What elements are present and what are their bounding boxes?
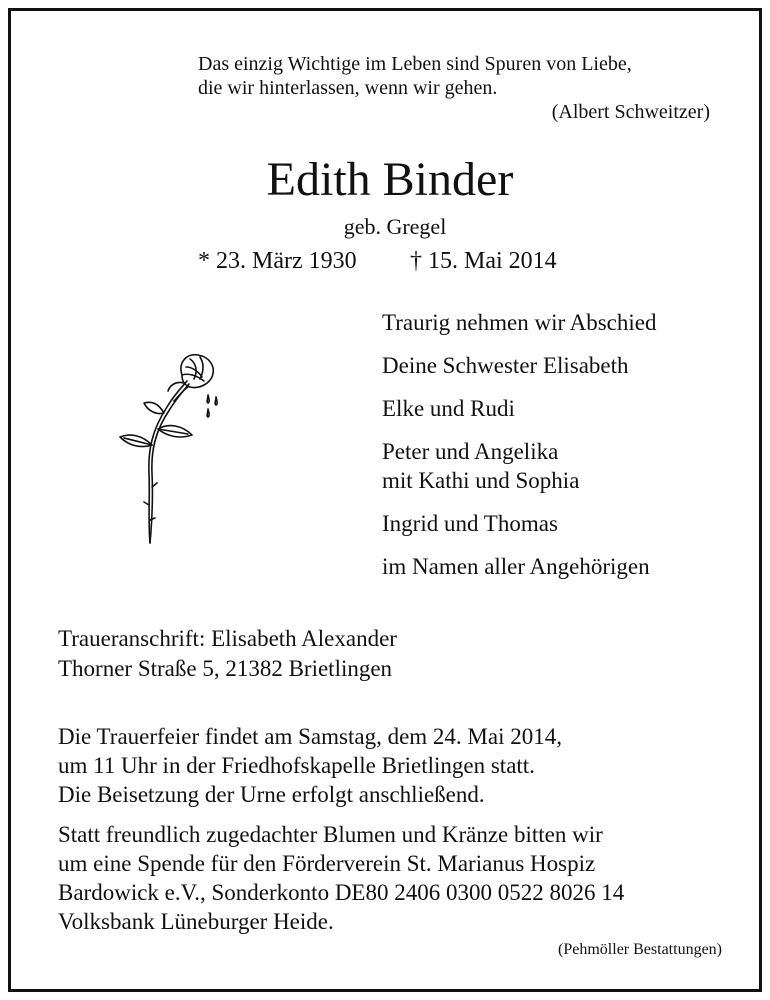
death-date: † 15. Mai 2014 [410, 248, 557, 274]
mourner-entry: Ingrid und Thomas [382, 511, 558, 536]
mourners-intro: Traurig nehmen wir Abschied [382, 310, 657, 335]
deceased-name: Edith Binder [266, 153, 514, 206]
mourner-entry: im Namen aller Angehörigen [382, 554, 650, 579]
birth-date: * 23. März 1930 [198, 248, 357, 274]
donation-line: um eine Spende für den Förderverein St. Marianus Hospiz [58, 851, 596, 876]
donation-line: Volksbank Lüneburger Heide. [58, 909, 334, 934]
donation-info [58, 820, 748, 936]
undertaker-credit: (Pehmöller Bestattungen) [558, 941, 722, 958]
mourners-block [382, 308, 742, 581]
mourning-address [58, 624, 738, 684]
ceremony-line: Die Trauerfeier findet am Samstag, dem 24. Mai 2014, [58, 724, 562, 749]
ceremony-line: Die Beisetzung der Urne erfolgt anschließend. [58, 782, 485, 807]
ceremony-info [58, 722, 748, 809]
address-line: Thorner Straße 5, 21382 Brietlingen [58, 656, 393, 681]
mourner-entry: Elke und Rudi [382, 396, 515, 421]
quote-author: (Albert Schweitzer) [551, 101, 710, 123]
maiden-name: geb. Gregel [343, 214, 447, 239]
ceremony-line: um 11 Uhr in der Friedhofskapelle Brietlingen statt. [58, 753, 535, 778]
donation-line: Statt freundlich zugedachter Blumen und Kränze bitten wir [58, 822, 603, 847]
rose-with-tears-icon [112, 345, 242, 545]
donation-line: Bardowick e.V., Sonderkonto DE80 2406 0300 0522 8026 14 [58, 880, 625, 905]
quote-line: Das einzig Wichtige im Leben sind Spuren von Liebe, [198, 53, 632, 75]
quote-block [198, 52, 718, 124]
quote-line: die wir hinterlassen, wenn wir gehen. [198, 77, 498, 99]
mourner-entry: Peter und Angelika [382, 439, 559, 464]
address-line: Traueranschrift: Elisabeth Alexander [58, 626, 397, 651]
mourner-entry: Deine Schwester Elisabeth [382, 353, 629, 378]
mourner-entry-sub: mit Kathi und Sophia [382, 468, 580, 493]
